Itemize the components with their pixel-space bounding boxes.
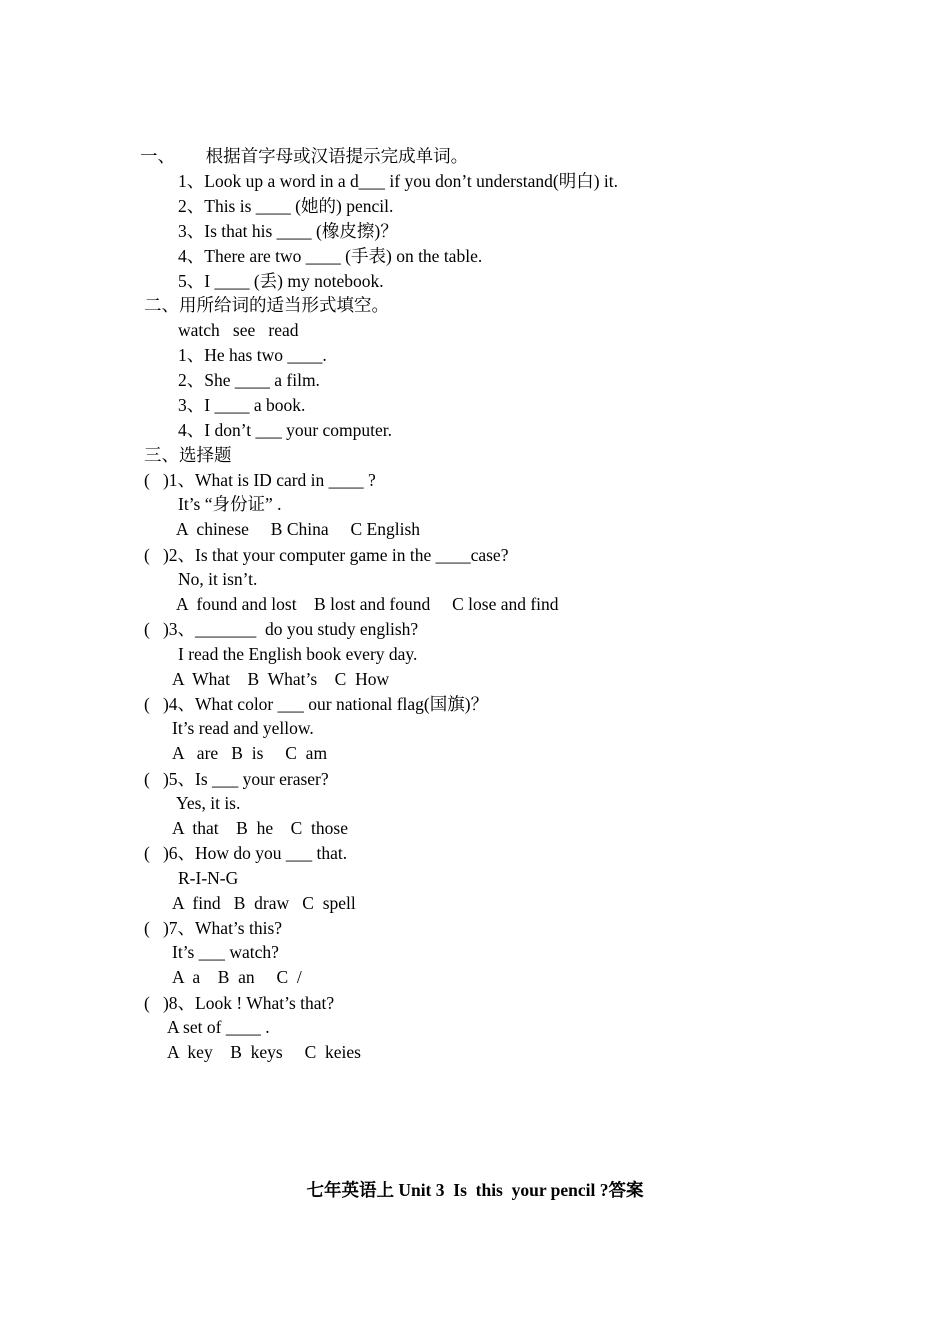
question-6-options: A find B draw C spell — [172, 893, 356, 913]
question-7-options: A a B an C / — [172, 967, 302, 987]
question-4-answer: It’s read and yellow. — [172, 718, 314, 738]
section2-item-1: 1、He has two ____. — [178, 345, 327, 365]
question-7-stem: ( )7、What’s this? — [144, 918, 283, 938]
question-1-options: A chinese B China C English — [176, 519, 421, 539]
question-8-options: A key B keys C keies — [167, 1042, 361, 1062]
section1-item-2: 2、This is ____ (她的) pencil. — [178, 196, 394, 216]
question-7-answer: It’s ___ watch? — [172, 942, 279, 962]
question-3-options: A What B What’s C How — [172, 669, 390, 689]
question-5-stem: ( )5、Is ___ your eraser? — [144, 769, 329, 789]
section1-item-4: 4、There are two ____ (手表) on the table. — [178, 246, 483, 266]
question-4-options: A are B is C am — [172, 743, 328, 763]
question-2-options: A found and lost B lost and found C lose and find — [176, 594, 559, 614]
question-6-stem: ( )6、How do you ___ that. — [144, 843, 348, 863]
question-1-stem: ( )1、What is ID card in ____ ? — [144, 470, 376, 490]
section2-item-3: 3、I ____ a book. — [178, 395, 306, 415]
section1-heading: 一、 根据首字母或汉语提示完成单词。 — [140, 146, 469, 166]
question-1-answer: It’s “身份证” . — [178, 494, 282, 514]
section3-heading: 三、选择题 — [144, 445, 232, 465]
section2-item-2: 2、She ____ a film. — [178, 370, 320, 390]
section2-heading: 二、用所给词的适当形式填空。 — [144, 295, 389, 315]
section2-item-4: 4、I don’t ___ your computer. — [178, 420, 393, 440]
question-6-answer: R-I-N-G — [178, 868, 239, 888]
section1-item-3: 3、Is that his ____ (橡皮擦)？ — [178, 221, 398, 241]
section2-word-bank: watch see read — [178, 320, 299, 340]
answer-title: 七年英语上 Unit 3 Is this your pencil ?答案 — [306, 1180, 644, 1200]
question-3-stem: ( )3、_______ do you study english? — [144, 619, 419, 639]
question-2-answer: No, it isn’t. — [178, 569, 258, 589]
question-8-answer: A set of ____ . — [167, 1017, 270, 1037]
question-5-options: A that B he C those — [172, 818, 348, 838]
question-8-stem: ( )8、Look ! What’s that? — [144, 993, 335, 1013]
question-5-answer: Yes, it is. — [176, 793, 241, 813]
question-3-answer: I read the English book every day. — [178, 644, 418, 664]
section1-item-5: 5、I ____ (丢) my notebook. — [178, 271, 384, 291]
question-2-stem: ( )2、Is that your computer game in the ____case? — [144, 545, 509, 565]
question-4-stem: ( )4、What color ___ our national flag(国旗)？ — [144, 694, 489, 714]
section1-item-1: 1、Look up a word in a d___ if you don’t understand(明白) it. — [178, 171, 619, 191]
